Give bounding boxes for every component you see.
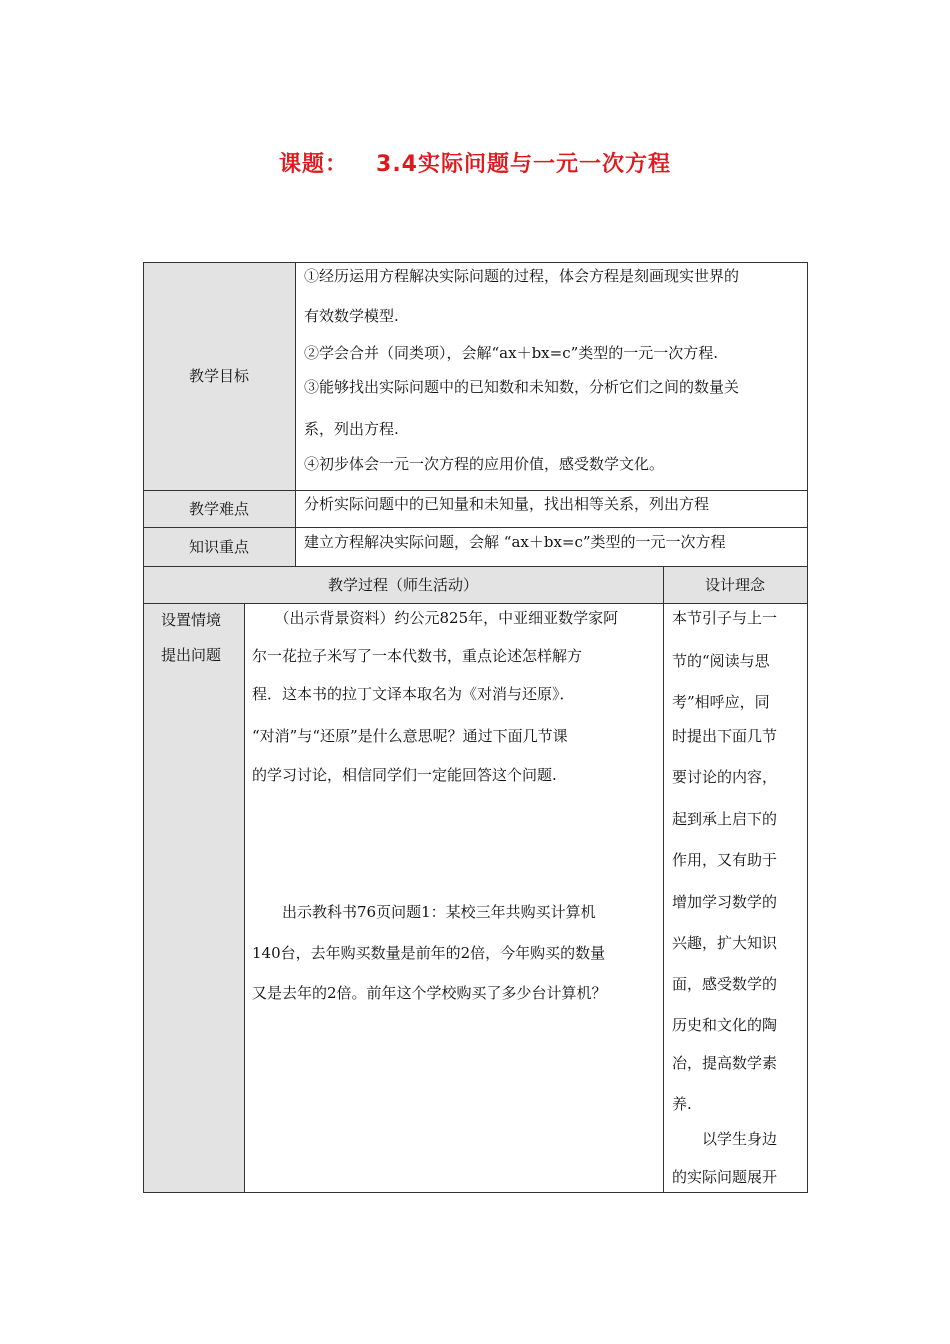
activity-line: 出示教科书76页问题1：某校三年共购买计算机 [252,903,596,921]
design-content: 本节引子与上一 节的“阅读与思 考”相呼应，同 时提出下面几节 要讨论的内容， 起到承上启下的 作用，又有助于 增加学习数学的 兴趣，扩大知识 面，感受数学的 历史和文化的陶 冶，提高数学素 养. 以学生身边 的实际问题展开 [672,609,778,1186]
title-text: 3.4实际问题与一元一次方程 [376,152,671,177]
activity-line: 的学习讨论，相信同学们一定能回答这个问题. [252,766,557,784]
objective-line: ②学会合并（同类项），会解“ax＋bx=c”类型的一元一次方程. [304,344,719,362]
table-border [295,262,296,566]
activity-line: “对消”与“还原”是什么意思呢？通过下面几节课 [252,727,568,745]
activity-line: 140台，去年购买数量是前年的2倍，今年购买的数量 [252,944,606,962]
stage-label-1: 设置情境 [161,611,222,629]
objective-line: ③能够找出实际问题中的已知数和未知数，分析它们之间的数量关 [304,378,740,396]
table-border [143,603,808,604]
design-header: 设计理念 [663,566,807,603]
table-border [244,603,245,1193]
objectives-content [295,262,807,490]
label-objectives: 教学目标 [143,262,295,490]
objective-line: 有效数学模型. [304,307,399,325]
activity-line: （出示背景资料）约公元825年，中亚细亚数学家阿 [252,609,619,627]
activity-line: 尔一花拉子米写了一本代数书，重点论述怎样解方 [252,647,583,665]
table-border [143,1192,808,1193]
activity-line: 程．这本书的拉丁文译本取名为《对消与还原》． [252,685,575,703]
label-difficulty: 教学难点 [143,490,295,527]
objective-line: ④初步体会一元一次方程的应用价值，感受数学文化。 [304,455,665,473]
table-border [143,490,808,491]
table-border [143,262,144,1193]
stage-label-2: 提出问题 [161,646,222,664]
activity-content [244,603,663,1192]
table-border [663,566,664,1193]
label-key-points: 知识重点 [143,527,295,566]
lesson-title [0,147,950,178]
objective-line: ①经历运用方程解决实际问题的过程，体会方程是刻画现实世界的 [304,267,740,285]
title-label: 课题： [279,152,349,177]
stage-label-cell [143,603,244,1192]
objective-line: 系，列出方程. [304,420,399,438]
process-header: 教学过程（师生活动） [143,566,663,603]
table-border [143,566,808,567]
difficulty-content: 分析实际问题中的已知量和未知量，找出相等关系，列出方程 [304,495,710,513]
table-border [143,527,808,528]
key-points-content: 建立方程解决实际问题，会解 “ax＋bx=c”类型的一元一次方程 [304,533,726,551]
activity-line: 又是去年的2倍。前年这个学校购买了多少台计算机？ [252,984,607,1002]
table-border [143,262,808,263]
table-border [807,262,808,1193]
